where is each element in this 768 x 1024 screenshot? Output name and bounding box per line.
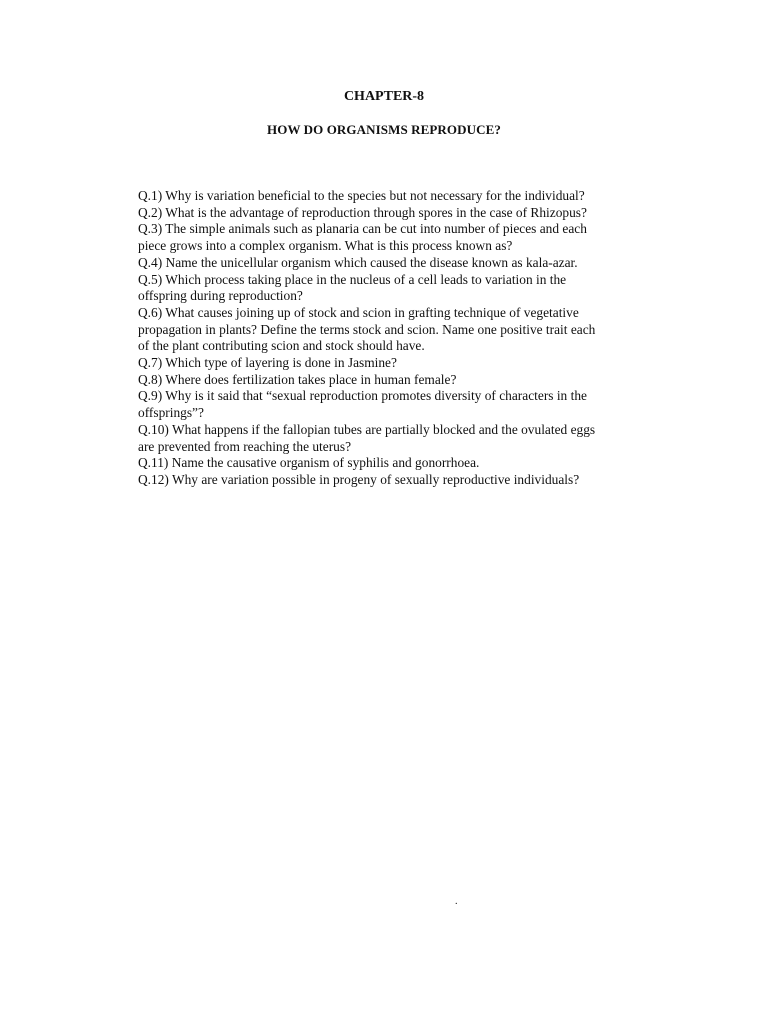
question-line: Q.10) What happens if the fallopian tubes are partially blocked and the ovulated eggs bbox=[138, 421, 596, 437]
chapter-title: HOW DO ORGANISMS REPRODUCE? bbox=[267, 122, 501, 137]
question-line: Q.11) Name the causative organism of syphilis and gonorrhoea. bbox=[138, 455, 480, 471]
question-line: Q.3) The simple animals such as planaria can be cut into number of pieces and each bbox=[138, 221, 587, 237]
question-line: of the plant contributing scion and stock should have. bbox=[138, 338, 425, 354]
question-line: Q.6) What causes joining up of stock and scion in grafting technique of vegetative bbox=[138, 304, 579, 320]
question-line: Q.9) Why is it said that “sexual reproduction promotes diversity of characters in the bbox=[138, 388, 587, 404]
question-line: Q.5) Which process taking place in the nucleus of a cell leads to variation in the bbox=[138, 271, 567, 287]
question-line: Q.1) Why is variation beneficial to the species but not necessary for the individual? bbox=[138, 188, 585, 203]
chapter-heading: CHAPTER-8 bbox=[343, 89, 425, 104]
question-line: Q.8) Where does fertilization takes place in human female? bbox=[138, 371, 457, 387]
question-line: Q.7) Which type of layering is done in Jasmine? bbox=[138, 355, 397, 371]
question-line: offsprings”? bbox=[138, 405, 204, 421]
question-list bbox=[138, 188, 638, 489]
footer-mark: . bbox=[455, 896, 458, 907]
question-line: propagation in plants? Define the terms stock and scion. Name one positive trait each bbox=[138, 321, 596, 337]
question-line: Q.4) Name the unicellular organism which caused the disease known as kala-azar. bbox=[138, 254, 578, 270]
question-line: Q.2) What is the advantage of reproduction through spores in the case of Rhizopus? bbox=[138, 204, 587, 220]
question-line: are prevented from reaching the uterus? bbox=[138, 438, 352, 454]
question-line: offspring during reproduction? bbox=[138, 288, 303, 304]
question-line: Q.12) Why are variation possible in progeny of sexually reproductive individuals? bbox=[138, 471, 580, 487]
question-line: piece grows into a complex organism. What is this process known as? bbox=[138, 238, 513, 254]
